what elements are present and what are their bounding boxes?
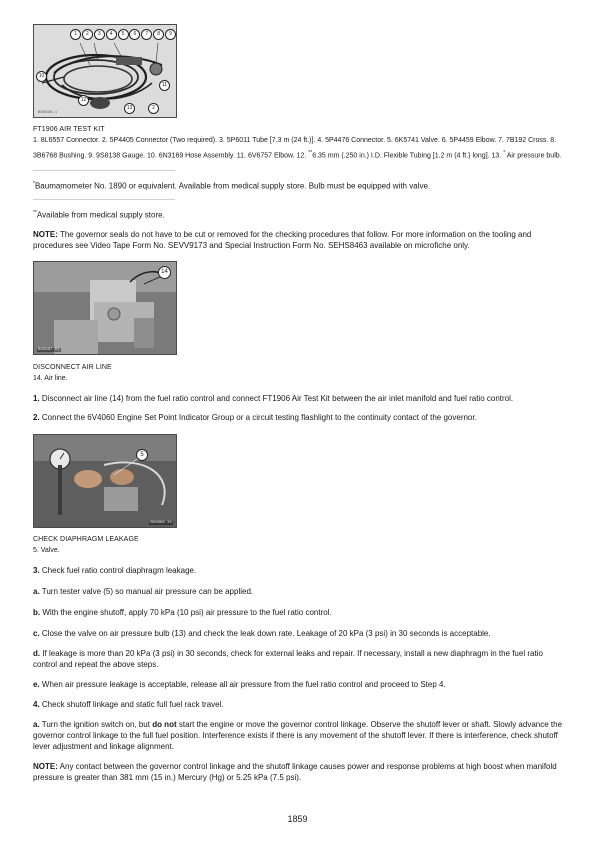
caption-sup: * (503, 150, 506, 156)
step-text: With the engine shutoff, apply 70 kPa (10 psi) air pressure to the fuel ratio control. (40, 607, 332, 617)
step-emphasis: do not (152, 719, 177, 729)
callout-4: 4 (106, 29, 117, 40)
disconnect-air-line-illustration (34, 262, 176, 354)
figure-caption (33, 135, 563, 162)
divider (33, 199, 175, 200)
caption-text: Air pressure bulb. (505, 152, 562, 160)
step-4a (33, 719, 563, 752)
caption-text: 6.35 mm (.250 in.) I.D. Flexible Tubing [1.2 m (4 ft.) long]. 13. (312, 152, 504, 160)
step-2 (33, 412, 563, 423)
callout-1: 1 (70, 29, 81, 40)
step-4 (33, 699, 563, 710)
figure-title: CHECK DIAPHRAGM LEAKAGE (33, 535, 139, 543)
footnote-text: Available from medical supply store. (36, 210, 165, 220)
step-text: Close the valve on air pressure bulb (13) and check the leak down rate. Leakage of 20 kPa (3 psi) in 30 seconds is acceptable. (39, 628, 491, 638)
callout-3: 3 (94, 29, 105, 40)
step-text: When air pressure leakage is acceptable, release all air pressure from the fuel ratio control and proceed to Step 4. (39, 679, 446, 689)
step-1 (33, 393, 563, 404)
step-text: start the engine or move the governor control linkage. Observe the shutoff lever or shaft. Slowly advance the governor control linkage to the full fuel position. Interference exists if there is any movement of the shutoff lever. If there is interference, check shutoff lever adjustment and linkage alignment. (33, 719, 563, 751)
photo-tag: B58888 X1 (150, 520, 172, 525)
callout-10: 10 (36, 71, 47, 82)
callout-7: 7 (141, 29, 152, 40)
divider (33, 170, 175, 171)
disconnect-air-line-photo (33, 261, 177, 355)
step-number: 2. (33, 412, 40, 422)
step-3e (33, 679, 563, 690)
note (33, 229, 563, 251)
footnote-text: Baumamometer No. 1890 or equivalent. Available from medical supply store. Bulb must be equipped with valve. (34, 181, 431, 191)
step-number: d. (33, 648, 41, 658)
step-3c (33, 628, 563, 639)
caption-text: 1. 8L6557 Connector. 2. 5P4405 Connector (Two required). 3. 5P6011 Tube [7.3 m (24 ft.)]. 4. 5P4476 Connector. 5. 6K5741 Valve. 6. 5P4459 Elbow. 7. 7B192 Cross. 8. 3B6768 Bushing. 9. 9S8138 Gauge. 10. 6N3169 Hose Assembly. 11. 6V6757 Elbow. 12. (33, 137, 557, 160)
note-text: The governor seals do not have to be cut or removed for the checking procedures that follow. For more information on the tooling and procedures see Video Tape Form No. SEVV9173 and Special Instruction Form No. SEHS8463 available on microfiche only. (33, 229, 532, 250)
footnote-mark: * (33, 181, 35, 188)
check-diaphragm-leakage-photo (33, 434, 177, 528)
page-number: 1859 (287, 814, 308, 824)
step-text: Check fuel ratio control diaphragm leakage. (39, 565, 197, 575)
note-label: NOTE: (33, 761, 58, 771)
step-3a (33, 586, 563, 597)
note-label: NOTE: (33, 229, 58, 239)
callout-11: 11 (159, 80, 170, 91)
note-text: Any contact between the governor control linkage and the shutoff linkage causes power and response problems at high boost when manifold pressure is greater than 381 mm (15 in.) Mercury (Hg) or 5.25 kPa (7.5 psi). (33, 761, 557, 782)
step-number: b. (33, 607, 41, 617)
callout-12: 12 (78, 95, 89, 106)
step-number: 1. (33, 393, 40, 403)
callout-5-valve: 5 (136, 449, 148, 461)
footnote-mark: ** (33, 209, 37, 216)
figure-title: FT1906 AIR TEST KIT (33, 126, 105, 133)
callout-8: 8 (153, 29, 164, 40)
step-text: Connect the 6V4060 Engine Set Point Indicator Group or a circuit testing flashlight to the continuity contact of the governor. (39, 412, 477, 422)
step-number: a. (33, 719, 40, 729)
footnote (33, 179, 563, 192)
photo-tag: B58887 X1 (38, 347, 60, 352)
step-text: Check shutoff linkage and static full fuel rack travel. (39, 699, 224, 709)
step-text: Disconnect air line (14) from the fuel ratio control and connect FT1906 Air Test Kit between the air inlet manifold and fuel ratio control. (39, 393, 514, 403)
callout-5: 5 (118, 29, 129, 40)
step-number: 3. (33, 565, 40, 575)
step-number: e. (33, 679, 40, 689)
step-3b (33, 607, 563, 618)
check-diaphragm-leakage-illustration (34, 435, 176, 527)
step-text: Turn tester valve (5) so manual air pressure can be applied. (39, 586, 254, 596)
step-3 (33, 565, 563, 576)
step-number: 4. (33, 699, 40, 709)
footnote (33, 208, 563, 221)
callout-13: 13 (124, 103, 135, 114)
callout-2: 2 (82, 29, 93, 40)
step-text: Turn the ignition switch on, but (39, 719, 153, 729)
note (33, 761, 563, 783)
page-content (33, 24, 563, 783)
step-number: a. (33, 586, 40, 596)
callout-9: 9 (165, 29, 176, 40)
figure-title: DISCONNECT AIR LINE (33, 363, 112, 371)
callout-row (70, 29, 176, 40)
callout-14: 14 (158, 266, 171, 279)
photo-tag: B58930-1 (38, 111, 58, 115)
step-number: c. (33, 628, 40, 638)
step-3d (33, 648, 563, 670)
air-test-kit-photo (33, 24, 177, 118)
callout-6: 6 (129, 29, 140, 40)
caption-sup: ** (308, 150, 313, 156)
figure-caption: 14. Air line. (33, 374, 68, 382)
figure-caption: 5. Valve. (33, 546, 60, 554)
step-text: If leakage is more than 20 kPa (3 psi) in 30 seconds, check for external leaks and repair. If necessary, install a new diaphragm in the fuel ratio control and repeat the above steps. (33, 648, 543, 669)
callout-2b: 2 (148, 103, 159, 114)
